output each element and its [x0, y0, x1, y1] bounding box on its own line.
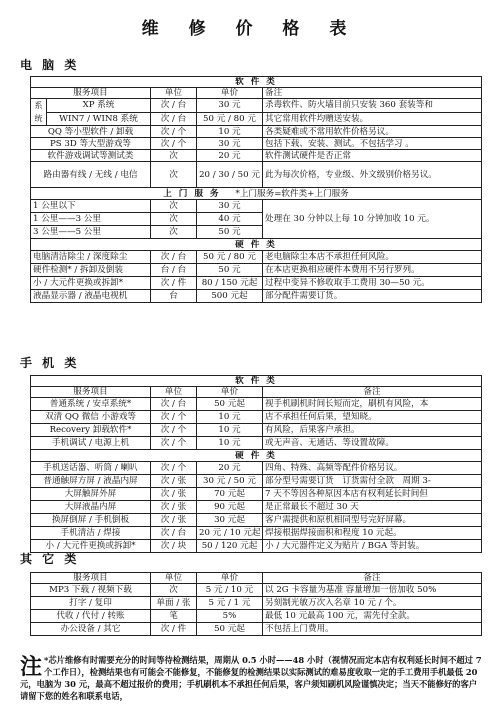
table-row: WIN7 / WIN8 系统 次 / 台 50 元 / 80 元 其它常用软件均赠送安装。: [31, 112, 482, 126]
table-row: 电脑清洁除尘 / 深度除尘 次 / 台 50 元 / 80 元 老电脑除尘本店不承担任何风险。: [31, 251, 482, 264]
section-other-heading: 其 它 类: [20, 552, 80, 566]
phone-price-table: [30, 375, 482, 553]
computer-price-table: [30, 76, 482, 303]
table-row: 手机调试 / 电源上机 次 / 个 10 元 或无声音、无通话、等设置故障。: [31, 437, 482, 450]
table-row: 换屏倒屏 / 手机倒板 次 / 张 30 元起 客户需提供和原机相同型号完好屏幕。: [31, 514, 482, 527]
band-row: 上 门 服 务 *上门服务=软件类+上门服务: [31, 188, 482, 200]
table-row: MP3 下载 / 视频下载 次 5 元 / 10 元 以 2G 卡容量为基准 容量增加一倍加收 50%: [31, 584, 482, 597]
band-row: 软 件 类: [31, 376, 482, 387]
table-row: QQ 等小型软件 / 卸载 次 / 个 10 元 各类疑难或不常用软件价格另议。: [31, 126, 482, 138]
other-price-table: [30, 572, 482, 636]
band-row: 软 件 类: [31, 77, 482, 88]
footnote-text: *芯片维修有时需要充分的时间等待检测结果，周期从 0.5 小时——48 小时（视情况而定本店有权利延长时间不超过 7 个工作日），检测结果也有可能会不能修复，不能修复的检测结果以实际测试的难易度收取一定的手工费用手机最低 20 元，电脑为 30 元，最高不超过报价的费用；手机刷机本不承担任何后果，客户须知刷机风险谨慎决定；当天不能修好的客户请留下您的姓名和联系电话，: [20, 655, 482, 701]
table-row: 小 / 大元件更换或拆卸* 次 / 件 80 / 150 元起 过程中变异不修收取手工费用 30—50 元。: [31, 277, 482, 290]
table-row: 系统 XP 系统 次 / 台 30 元 杀毒软件、防火墙目前只安装 360 套装等和: [31, 99, 482, 113]
system-label: 系统: [31, 99, 47, 126]
table-row: 办公设备 / 其它 次 / 件 50 元起 不包括上门费用。: [31, 623, 482, 636]
footnote-mark: 注: [20, 654, 43, 680]
table-row: 双清 QQ 微信 小游戏等 次 / 个 10 元 店不承担任何后果，望知晓。: [31, 411, 482, 424]
table-row: 代收 / 代付 / 转账 笔 5% 最低 10 元最高 100 元，需先付全款。: [31, 610, 482, 623]
page-title: 维 修 价 格 表: [141, 19, 359, 39]
table-row: 打字 / 复印 单面 / 张 5 元 / 1 元 另刻制光敏万次入名章 10 元 / 个。: [31, 597, 482, 610]
table-row: PS 3D 等大型游戏等 次 / 个 30 元 包括下载、安装、测试。不包括学习 。: [31, 138, 482, 150]
table-row: 软件游戏调试等测试类 次 20 元 软件测试硬件是否正常: [31, 150, 482, 162]
header-row: 服务项目 单位 单价 备注: [31, 88, 482, 99]
table-row: 大屏触屏外屏 次 / 张 70 元起 7 天不等因各种原因本店有权利延长时间但: [31, 488, 482, 501]
table-row: Recovery 卸载软件* 次 / 个 10 元 有风险，后果客户承担。: [31, 424, 482, 437]
footnote: [20, 654, 482, 702]
band-row: 硬 件 类: [31, 239, 482, 251]
table-row: 路由器有线 / 无线 / 电信 次 20 / 30 / 50 元 此为每次价格，专业级、外文级别价格另议。: [31, 162, 482, 188]
header-row: 服务项目 单位 单价 备注: [31, 573, 482, 584]
table-row: 普通系统 / 安卓系统* 次 / 台 50 元起 视手机刷机时间长短而定，刷机有风险，本: [31, 398, 482, 411]
table-row: 1 公里以下 次 30 元 处理在 30 分钟以上每 10 分钟加收 10 元。: [31, 200, 482, 213]
table-row: 3 公里——5 公里 次 50 元: [31, 226, 482, 239]
section-computer-heading: 电 脑 类: [20, 58, 80, 72]
table-row: 手机清洁 / 焊接 次 / 台 20 元 / 10 元起 焊接根据焊接面积和程度 10 元起。: [31, 527, 482, 540]
header-row: 服务项目 单位 单价 备注: [31, 387, 482, 398]
table-row: 1 公里——3 公里 次 40 元: [31, 213, 482, 226]
table-row: 普通触屏方屏 / 液晶内屏 次 / 张 30 元 / 50 元 部分型号需要订货 订货需付全款 周期 3-: [31, 475, 482, 488]
table-row: 大屏液晶内屏 次 / 张 90 元起 是正常最长不超过 30 天: [31, 501, 482, 514]
band-row: 硬 件 类: [31, 450, 482, 462]
table-row: 小 / 大元件更换或拆卸* 次 / 块 50 / 120 元起 小 / 大元器件定义为贴片 / BGA 等封装。: [31, 540, 482, 553]
table-row: 手机送话器、听筒 / 喇叭 次 / 个 20 元 四角、特殊、高频等配件价格另议。: [31, 462, 482, 475]
table-row: 硬件检测* / 拆卸及倒装 台 / 台 50 元 在本店更换相应硬件本费用不另行罗列。: [31, 264, 482, 277]
section-phone-heading: 手 机 类: [20, 356, 80, 370]
table-row: 液晶显示器 / 液晶电视机 台 500 元起 部分配件需要订货。: [31, 290, 482, 303]
